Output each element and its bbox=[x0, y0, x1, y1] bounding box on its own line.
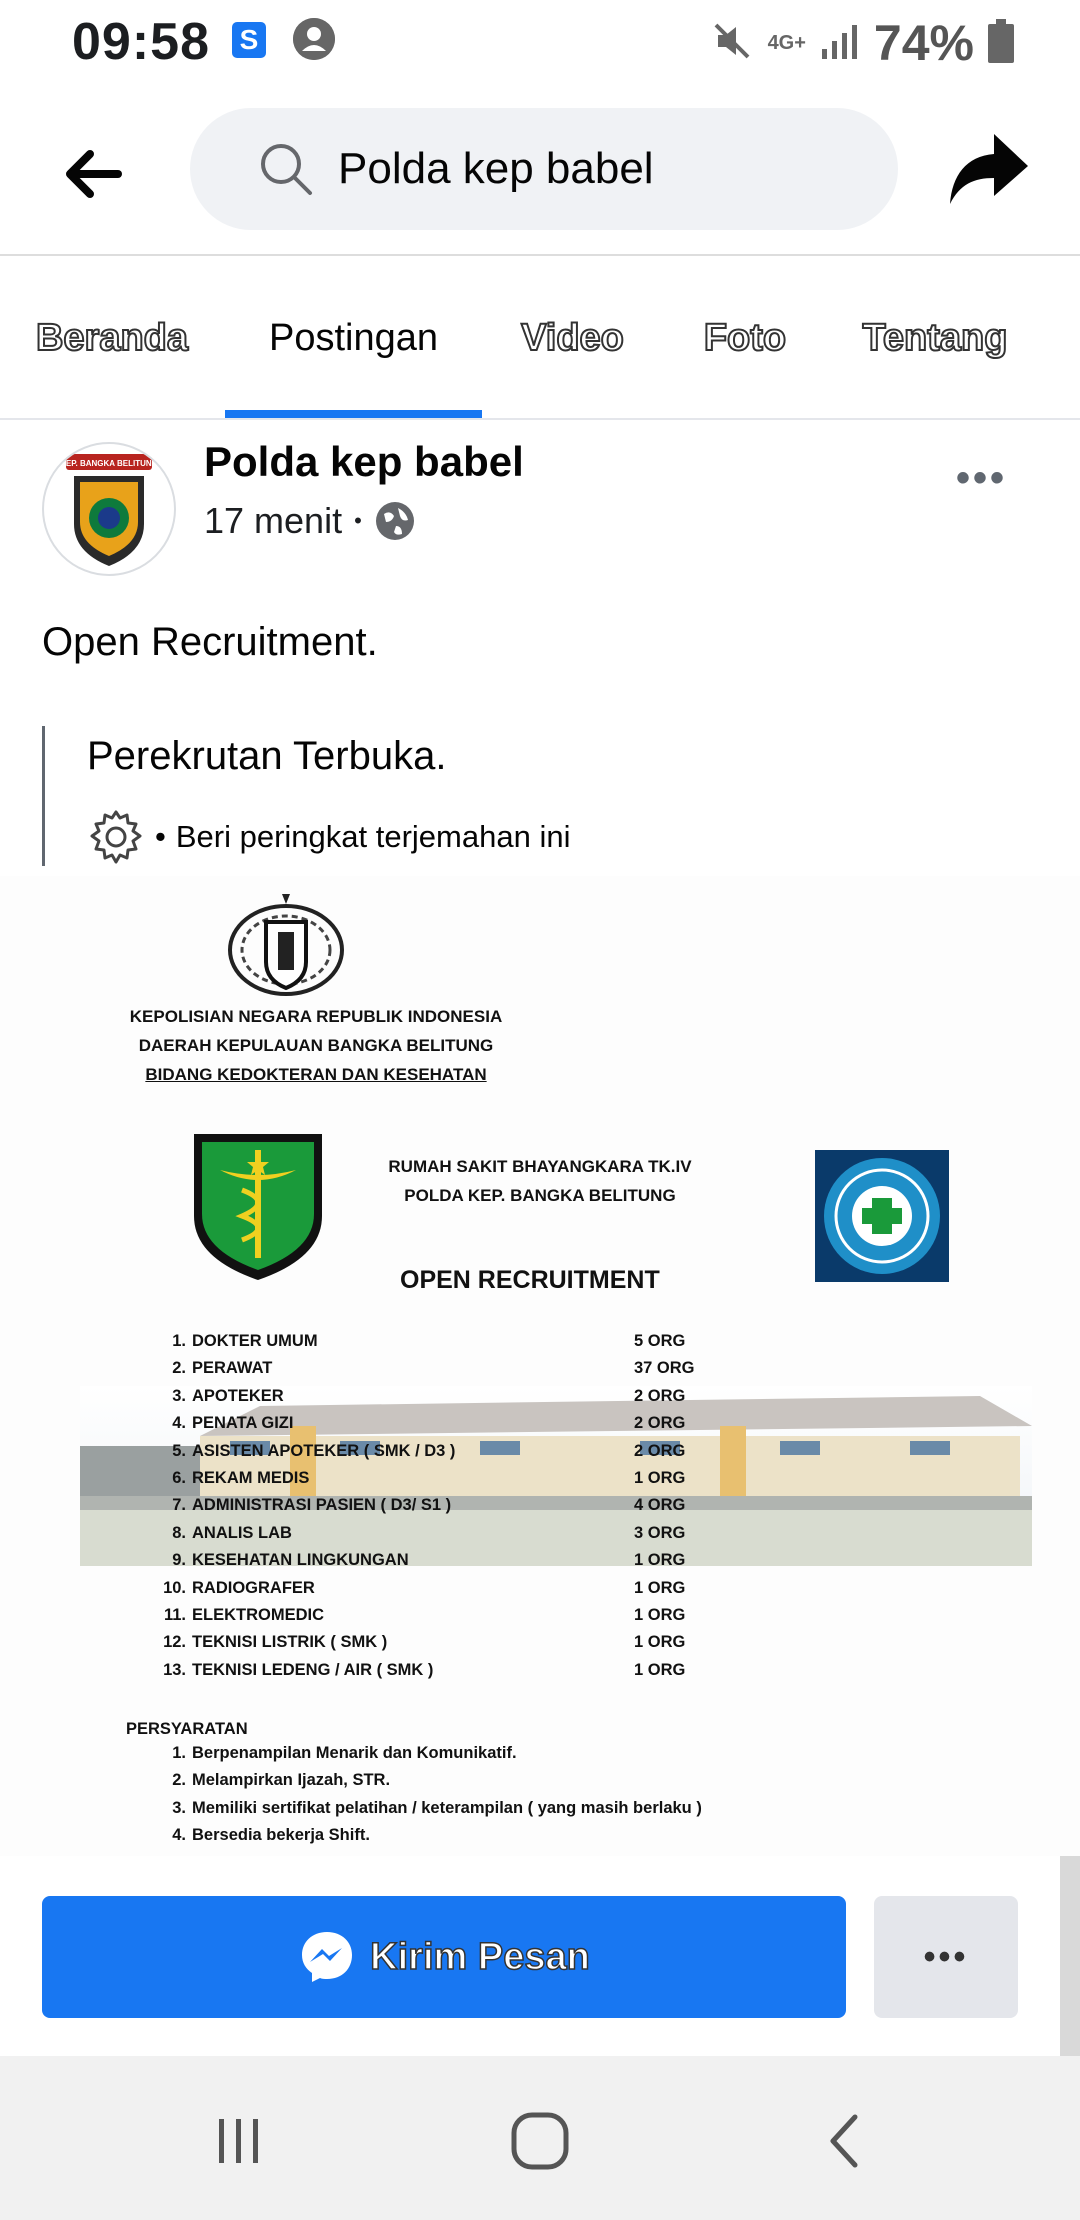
poster-org-line-2: DAERAH KEPULAUAN BANGKA BELITUNG bbox=[138, 1036, 494, 1055]
poster-hospital-line-1: RUMAH SAKIT BHAYANGKARA TK.IV bbox=[388, 1157, 692, 1176]
scrollbar[interactable] bbox=[1060, 1856, 1080, 2056]
rate-translation-label[interactable]: Beri peringkat terjemahan ini bbox=[175, 819, 571, 854]
list-item: 3. APOTEKER 2 ORG bbox=[172, 1386, 686, 1405]
list-item: 7. ADMINISTRASI PASIEN ( D3/ S1 ) 4 ORG bbox=[172, 1496, 686, 1515]
post-time[interactable]: 17 menit bbox=[204, 500, 343, 541]
poster-org-line-3: BIDANG KEDOKTERAN DAN KESEHATAN bbox=[145, 1065, 487, 1084]
page-avatar[interactable] bbox=[42, 442, 176, 576]
list-item: 4. Bersedia bekerja Shift. bbox=[172, 1826, 370, 1845]
list-item: 12. TEKNISI LISTRIK ( SMK ) 1 ORG bbox=[163, 1633, 686, 1652]
share-arrow-icon bbox=[944, 126, 1034, 216]
post-header bbox=[0, 420, 1080, 580]
status-time: 09:58 bbox=[72, 13, 210, 71]
chevron-left-icon bbox=[815, 2111, 875, 2171]
network-type: 4G+ bbox=[767, 32, 806, 54]
battery-icon bbox=[988, 19, 1014, 68]
page-name[interactable]: Polda kep babel bbox=[204, 438, 524, 485]
list-item: 2. PERAWAT 37 ORG bbox=[172, 1359, 695, 1378]
home-button[interactable] bbox=[495, 2096, 585, 2186]
list-item: 1. DOKTER UMUM 5 ORG bbox=[172, 1332, 686, 1350]
messenger-icon bbox=[298, 1928, 356, 1986]
hospital-logo bbox=[815, 1150, 949, 1282]
list-item: 10. RADIOGRAFER 1 ORG bbox=[163, 1578, 686, 1597]
system-back-button[interactable] bbox=[800, 2096, 890, 2186]
search-bar[interactable] bbox=[190, 108, 898, 230]
tab-foto[interactable]: Foto bbox=[703, 316, 787, 359]
arrow-left-icon bbox=[64, 150, 124, 198]
tab-video[interactable]: Video bbox=[521, 316, 624, 359]
list-item: 4. PENATA GIZI 2 ORG bbox=[172, 1414, 686, 1433]
meta-separator: • bbox=[354, 508, 362, 533]
list-item: 11. ELEKTROMEDIC 1 ORG bbox=[163, 1605, 686, 1624]
list-item: 2. Melampirkan Ijazah, STR. bbox=[172, 1771, 391, 1790]
list-item: 13. TEKNISI LEDENG / AIR ( SMK ) 1 ORG bbox=[163, 1660, 686, 1679]
medical-shield-icon bbox=[190, 1130, 326, 1282]
recent-apps-button[interactable] bbox=[194, 2096, 284, 2186]
send-message-label: Kirim Pesan bbox=[370, 1935, 590, 1978]
tab-beranda[interactable]: Beranda bbox=[35, 316, 189, 359]
active-tab-indicator bbox=[225, 410, 482, 418]
gear-icon bbox=[87, 808, 145, 866]
list-item: 5. ASISTEN APOTEKER ( SMK / D3 ) 2 ORG bbox=[172, 1441, 686, 1460]
system-nav-bar bbox=[0, 2056, 1080, 2220]
tab-tentang[interactable]: Tentang bbox=[862, 316, 1008, 359]
hospital-emblem-icon bbox=[820, 1154, 944, 1278]
poster-org-line-1: KEPOLISIAN NEGARA REPUBLIK INDONESIA bbox=[129, 1007, 503, 1026]
poster-organization bbox=[126, 1002, 506, 1089]
rate-separator: • bbox=[155, 819, 166, 854]
police-badge-icon bbox=[44, 444, 174, 574]
post-meta bbox=[204, 500, 416, 542]
position-list bbox=[150, 1332, 710, 1688]
translation-block bbox=[42, 726, 942, 866]
poster-title: OPEN RECRUITMENT bbox=[400, 1266, 660, 1294]
tab-postingan[interactable]: Postingan bbox=[268, 316, 438, 359]
account-icon bbox=[293, 18, 335, 60]
post-text: Open Recruitment. bbox=[42, 620, 378, 664]
back-button[interactable] bbox=[52, 132, 136, 216]
send-message-button[interactable] bbox=[42, 1896, 846, 2018]
signal-icon bbox=[820, 21, 860, 66]
police-crest-icon bbox=[222, 892, 350, 1002]
post-options-button[interactable]: ••• bbox=[956, 456, 1008, 500]
mute-icon bbox=[710, 19, 754, 68]
home-icon bbox=[508, 2109, 572, 2173]
status-right bbox=[710, 14, 1014, 72]
requirements-title: PERSYARATAN bbox=[126, 1720, 248, 1738]
rate-translation[interactable] bbox=[87, 808, 570, 866]
requirements-list bbox=[150, 1744, 850, 1854]
list-item: 3. Memiliki sertifikat pelatihan / keterampilan ( yang masih berlaku ) bbox=[172, 1798, 702, 1817]
search-query: Polda kep babel bbox=[338, 144, 654, 193]
more-actions-button[interactable]: ••• bbox=[874, 1896, 1018, 2018]
svg-text:KEP. BANGKA BELITUNG: KEP. BANGKA BELITUNG bbox=[60, 459, 158, 468]
list-item: 1. Berpenampilan Menarik dan Komunikatif. bbox=[172, 1744, 517, 1762]
search-icon bbox=[256, 139, 316, 199]
app-notification-icon: S bbox=[232, 22, 266, 58]
post-image[interactable] bbox=[0, 876, 1080, 1856]
list-item: 6. REKAM MEDIS 1 ORG bbox=[172, 1468, 686, 1487]
list-item: 9. KESEHATAN LINGKUNGAN 1 ORG bbox=[172, 1551, 686, 1570]
top-bar bbox=[0, 84, 1080, 256]
poster-hospital-line-2: POLDA KEP. BANGKA BELITUNG bbox=[404, 1186, 676, 1205]
recent-apps-icon bbox=[209, 2111, 269, 2171]
share-button[interactable] bbox=[944, 126, 1034, 216]
action-row bbox=[0, 1878, 1080, 2028]
poster-hospital bbox=[370, 1152, 710, 1210]
translated-text: Perekrutan Terbuka. bbox=[87, 734, 447, 778]
page-tabs bbox=[0, 256, 1080, 420]
status-bar bbox=[0, 0, 1080, 84]
battery-level: 74% bbox=[873, 15, 974, 71]
list-item: 8. ANALIS LAB 3 ORG bbox=[172, 1523, 686, 1542]
globe-icon bbox=[374, 500, 416, 542]
